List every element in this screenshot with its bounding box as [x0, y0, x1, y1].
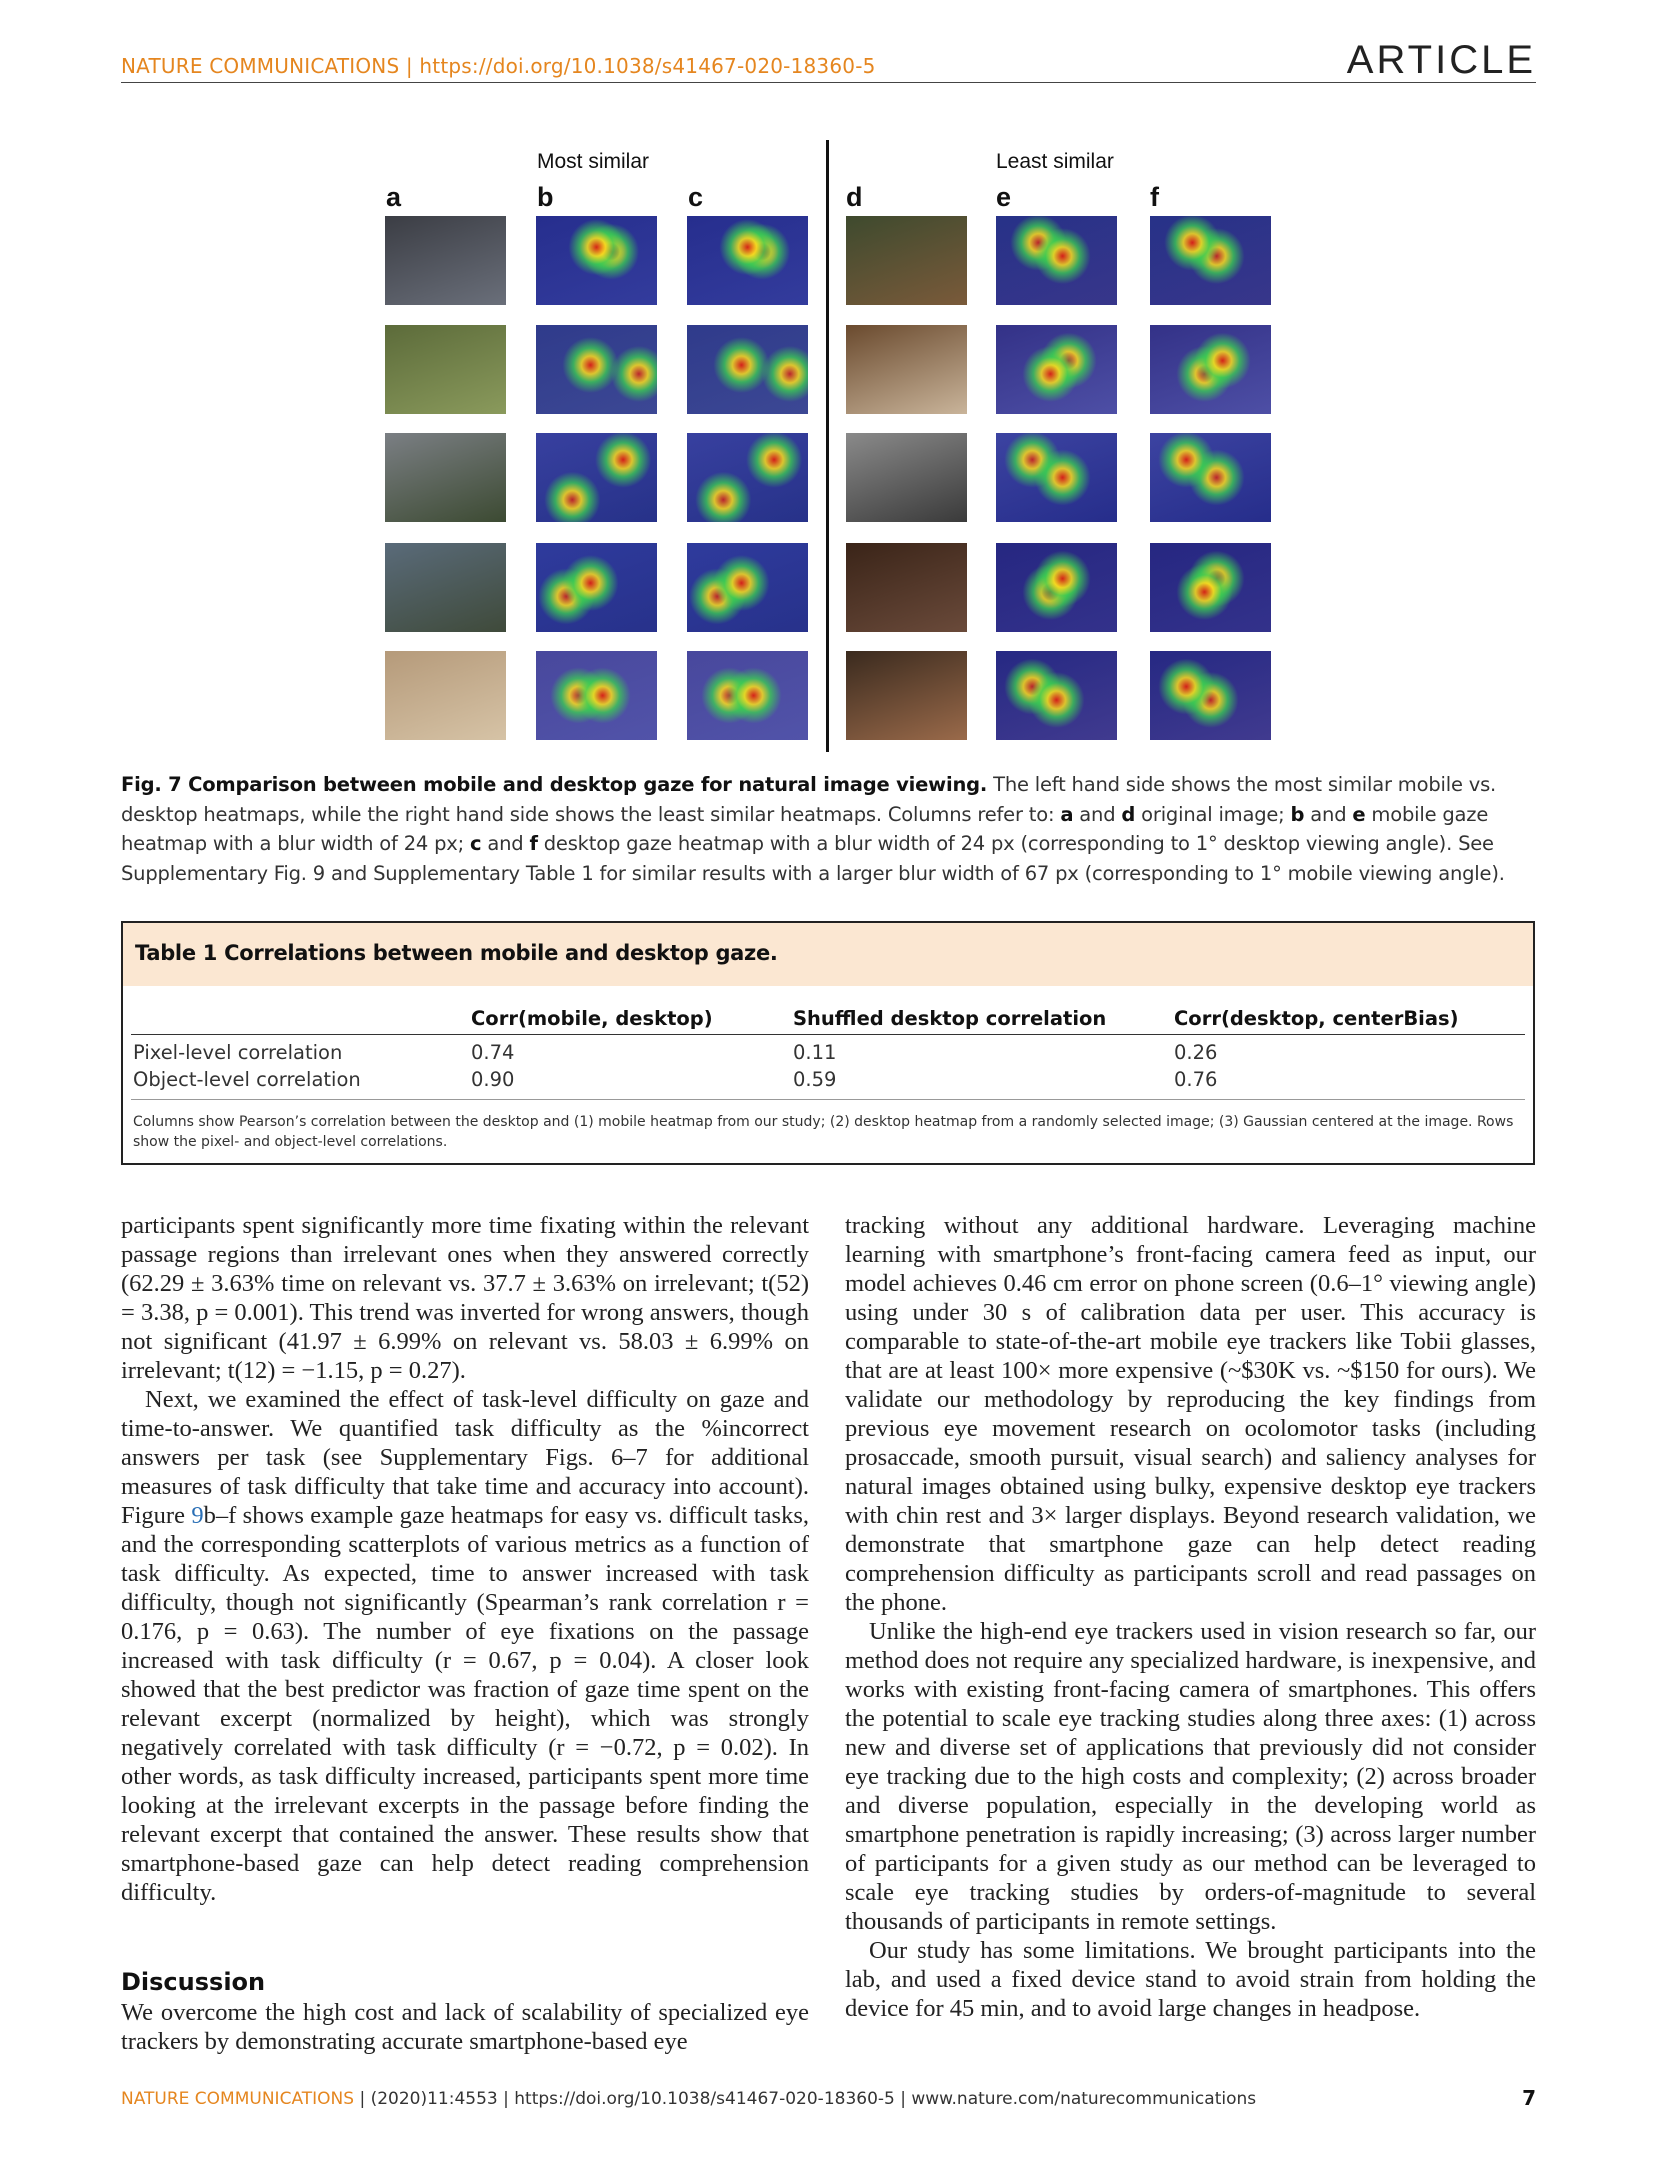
caption-letter-e: e	[1352, 802, 1366, 826]
gaze-heatmap-thumbnail	[1150, 216, 1271, 305]
caption-text-3: mobile gaze heatmap with a blur width of 24 px;	[121, 802, 1489, 855]
table-cell: 0.11	[793, 1041, 837, 1064]
section-heading-discussion: Discussion	[121, 1968, 266, 1996]
figure-divider	[826, 140, 829, 752]
discussion-paragraph	[121, 1998, 809, 2056]
gaze-heatmap-thumbnail	[536, 651, 657, 740]
caption-letter-c: c	[470, 832, 482, 855]
caption-text-1: The left hand side shows the most similar mobile vs. desktop heatmaps, while the right hand side shows the least similar heatmaps. Columns refer to:	[121, 773, 1497, 826]
group-label-least-similar: Least similar	[996, 150, 1114, 173]
photo-thumbnail	[846, 651, 967, 740]
paragraph: Unlike the high-end eye trackers used in vision research so far, our method does not require any specialized hardware, is inexpensive, and works with existing front-facing camera of smartphones. This offers the potential to scale eye tracking studies along three axes: (1) across new and diverse set of applications that previously did not consider eye tracking due to the high costs and complexity; (2) across broader and diverse population, especially in the developing world as smartphone penetration is rapidly increasing; (3) across larger number of participants for a given study as our method can be leveraged to scale eye tracking studies by orders-of-magnitude to several thousands of participants in remote settings.	[845, 1618, 1536, 1935]
photo-thumbnail	[846, 543, 967, 632]
caption-and-1: and	[1073, 802, 1122, 826]
table-1	[121, 921, 1535, 1165]
body-column-left	[121, 1211, 809, 1907]
gaze-heatmap-thumbnail	[687, 543, 808, 632]
gaze-heatmap-thumbnail	[687, 433, 808, 522]
table-header-center-bias: Corr(desktop, centerBias)	[1174, 1007, 1459, 1030]
gaze-heatmap-thumbnail	[996, 433, 1117, 522]
gaze-heatmap-thumbnail	[996, 543, 1117, 632]
photo-thumbnail	[846, 433, 967, 522]
gaze-heatmap-thumbnail	[996, 651, 1117, 740]
gaze-heatmap-thumbnail	[1150, 543, 1271, 632]
table-cell: 0.74	[471, 1041, 515, 1064]
photo-thumbnail	[385, 325, 506, 414]
caption-label: Fig. 7 Comparison between mobile and desktop gaze for natural image viewing.	[121, 773, 988, 796]
photo-thumbnail	[385, 543, 506, 632]
group-label-most-similar: Most similar	[537, 150, 650, 173]
gaze-heatmap-thumbnail	[1150, 325, 1271, 414]
figure-caption	[121, 770, 1536, 888]
caption-letter-b: b	[1290, 802, 1305, 826]
gaze-heatmap-thumbnail	[1150, 433, 1271, 522]
paragraph: participants spent significantly more time fixating within the relevant passage regions than irrelevant ones when they answered correctly (62.29 ± 3.63% time on relevant vs. 37.7 ± 3.63% on irrelevant; t(52) = 3.38, p = 0.001). This trend was inverted for wrong answers, though not significant (41.97 ± 6.99% on relevant vs. 58.03 ± 6.99% on irrelevant; t(12) = −1.15, p = 0.27).	[121, 1212, 809, 1384]
figure-reference-link[interactable]: 9	[191, 1502, 204, 1529]
gaze-heatmap-thumbnail	[536, 433, 657, 522]
photo-thumbnail	[385, 216, 506, 305]
gaze-heatmap-thumbnail	[536, 325, 657, 414]
column-letter-b: b	[537, 182, 554, 212]
caption-letter-d: d	[1121, 802, 1136, 826]
page-number: 7	[1522, 2086, 1536, 2110]
caption-and-3: and	[481, 832, 530, 855]
footer-journal: NATURE COMMUNICATIONS	[121, 2089, 355, 2109]
column-letter-f: f	[1150, 182, 1159, 212]
table-row-label: Object-level correlation	[133, 1068, 361, 1091]
caption-text-4: desktop gaze heatmap with a blur width of 24 px (corresponding to 1° desktop viewing angle). See Supplementary Fig. 9 and Supplementary Table 1 for similar results with a larger blur width of 67 px (corresponding to 1° mobile viewing angle).	[121, 832, 1505, 885]
photo-thumbnail	[846, 216, 967, 305]
column-letter-d: d	[846, 182, 863, 212]
footer-citation: | (2020)11:4553 | https://doi.org/10.1038/s41467-020-18360-5 | www.nature.com/naturecommunications	[354, 2089, 1257, 2109]
table-cell: 0.26	[1174, 1041, 1218, 1064]
paragraph: tracking without any additional hardware. Leveraging machine learning with smartphone’s front-facing camera feed as input, our model achieves 0.46 cm error on phone screen (0.6–1° viewing angle) using under 30 s of calibration data per user. This accuracy is comparable to state-of-the-art mobile eye trackers like Tobii glasses, that are at least 100× more expensive (~$30K vs. ~$150 for ours). We validate our methodology by reproducing the key findings from previous eye movement research on ocolomotor tasks (including prosaccade, smooth pursuit, visual search) and saliency analyses for natural images obtained using bulky, expensive desktop eye trackers with chin rest and 3× larger displays. Beyond research validation, we demonstrate that smartphone gaze can help detect reading comprehension difficulty as participants scroll and read passages on the phone.	[845, 1212, 1536, 1616]
photo-thumbnail	[385, 651, 506, 740]
gaze-heatmap-thumbnail	[536, 216, 657, 305]
paragraph-text: Next, we examined the effect of task-level difficulty on gaze and time-to-answer. We quantified task difficulty as the %incorrect answers per task (see Supplementary Figs. 6–7 for additional measures of task difficulty that take time and accuracy into account). Figure	[121, 1386, 809, 1529]
table-title-bar	[123, 923, 1533, 986]
table-cell: 0.59	[793, 1068, 837, 1091]
column-letter-e: e	[996, 182, 1012, 212]
table-cell: 0.76	[1174, 1068, 1218, 1091]
table-cell: 0.90	[471, 1068, 515, 1091]
table-title: Table 1 Correlations between mobile and desktop gaze.	[135, 941, 778, 965]
caption-letter-f: f	[529, 832, 538, 855]
caption-letter-a: a	[1060, 802, 1074, 826]
page-footer	[121, 2089, 1256, 2109]
photo-thumbnail	[385, 433, 506, 522]
section-label: ARTICLE	[1346, 38, 1536, 82]
table-header-corr-mobile-desktop: Corr(mobile, desktop)	[471, 1007, 713, 1030]
paragraph: Our study has some limitations. We brought participants into the lab, and used a fixed device stand to avoid strain from holding the device for 45 min, and to avoid large changes in headpose.	[845, 1937, 1536, 2022]
photo-thumbnail	[846, 325, 967, 414]
paragraph: We overcome the high cost and lack of scalability of specialized eye trackers by demonstrating accurate smartphone-based eye	[121, 1999, 809, 2055]
column-letter-a: a	[386, 182, 402, 212]
header-rule	[121, 82, 1536, 83]
gaze-heatmap-thumbnail	[996, 325, 1117, 414]
table-footer-rule	[131, 1099, 1525, 1100]
gaze-heatmap-thumbnail	[687, 216, 808, 305]
body-column-right	[845, 1211, 1536, 2023]
gaze-heatmap-thumbnail	[687, 325, 808, 414]
gaze-heatmap-thumbnail	[996, 216, 1117, 305]
paragraph-text: b–f shows example gaze heatmaps for easy vs. difficult tasks, and the corresponding scatterplots of various metrics as a function of task difficulty. As expected, time to answer increased with task difficulty, though not significantly (Spearman’s rank correlation r = 0.176, p = 0.63). The number of eye fixations on the passage increased with task difficulty (r = 0.67, p = 0.04). A closer look showed that the best predictor was fraction of gaze time spent on the relevant excerpt (normalized by height), which was strongly negatively correlated with task difficulty (r = −0.72, p = 0.02). In other words, as task difficulty increased, participants spent more time looking at the irrelevant excerpts in the passage before finding the relevant excerpt that contained the answer. These results show that smartphone-based gaze can help detect reading comprehension difficulty.	[121, 1502, 809, 1906]
column-letter-c: c	[688, 182, 704, 212]
running-header: NATURE COMMUNICATIONS | https://doi.org/10.1038/s41467-020-18360-5	[121, 54, 876, 78]
table-footnote: Columns show Pearson’s correlation between the desktop and (1) mobile heatmap from our study; (2) desktop heatmap from a randomly selected image; (3) Gaussian centered at the image. Rows show the pixel- and object-level correlations.	[133, 1114, 1514, 1150]
table-header-shuffled: Shuffled desktop correlation	[793, 1007, 1107, 1030]
table-header-rule	[131, 1034, 1525, 1035]
figure-7	[380, 140, 1280, 760]
paragraph	[121, 1385, 809, 1907]
gaze-heatmap-thumbnail	[687, 651, 808, 740]
gaze-heatmap-thumbnail	[1150, 651, 1271, 740]
caption-and-2: and	[1304, 802, 1353, 826]
caption-text-2: original image;	[1135, 802, 1291, 826]
table-row-label: Pixel-level correlation	[133, 1041, 343, 1064]
gaze-heatmap-thumbnail	[536, 543, 657, 632]
